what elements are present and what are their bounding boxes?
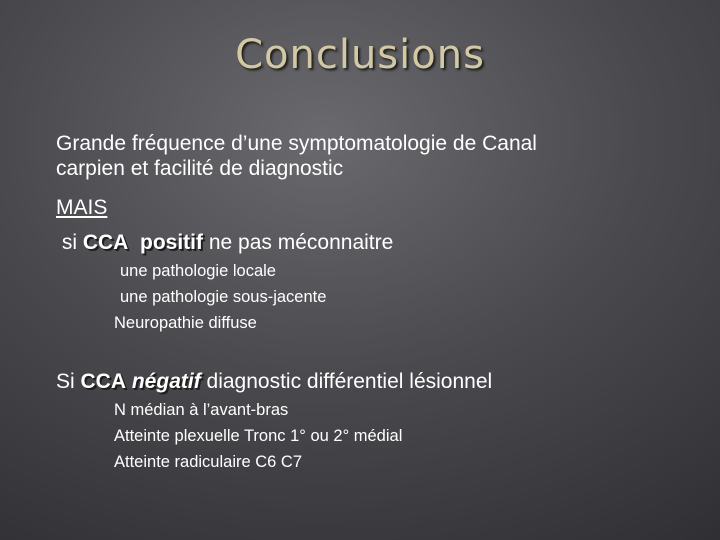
- intro-line-1: Grande fréquence d’une symptomatologie de Canal: [56, 132, 537, 155]
- positif-item-1: une pathologie locale: [120, 262, 276, 280]
- negatif-suffix: diagnostic différentiel lésionnel: [200, 370, 493, 393]
- intro-line-2: carpien et facilité de diagnostic: [56, 157, 344, 180]
- mais-line: [56, 195, 696, 220]
- negatif-item-1: N médian à l’avant-bras: [114, 401, 289, 419]
- positif-word: positif: [140, 231, 204, 254]
- intro-paragraph: [56, 131, 696, 181]
- positif-line: [56, 230, 696, 255]
- positif-cca: CCA: [82, 231, 129, 254]
- negatif-item-2: Atteinte plexuelle Tronc 1° ou 2° médial: [114, 427, 403, 445]
- positif-list: [120, 258, 326, 310]
- positif-item-2: une pathologie sous-jacente: [120, 288, 327, 306]
- positif-prefix: si: [56, 231, 83, 254]
- positif-item-3: Neuropathie diffuse: [114, 314, 257, 332]
- negatif-item-3: Atteinte radiculaire C6 C7: [114, 453, 303, 471]
- negatif-word: négatif: [131, 370, 201, 393]
- negatif-list: [114, 397, 402, 475]
- negatif-line: [56, 369, 696, 394]
- negatif-cca: CCA: [80, 370, 127, 393]
- positif-suffix: ne pas méconnaitre: [203, 231, 394, 254]
- slide-title: Conclusions: [235, 32, 485, 78]
- negatif-prefix: Si: [56, 370, 81, 393]
- positif-list-2: [114, 310, 257, 336]
- mais-label: MAIS: [56, 196, 108, 219]
